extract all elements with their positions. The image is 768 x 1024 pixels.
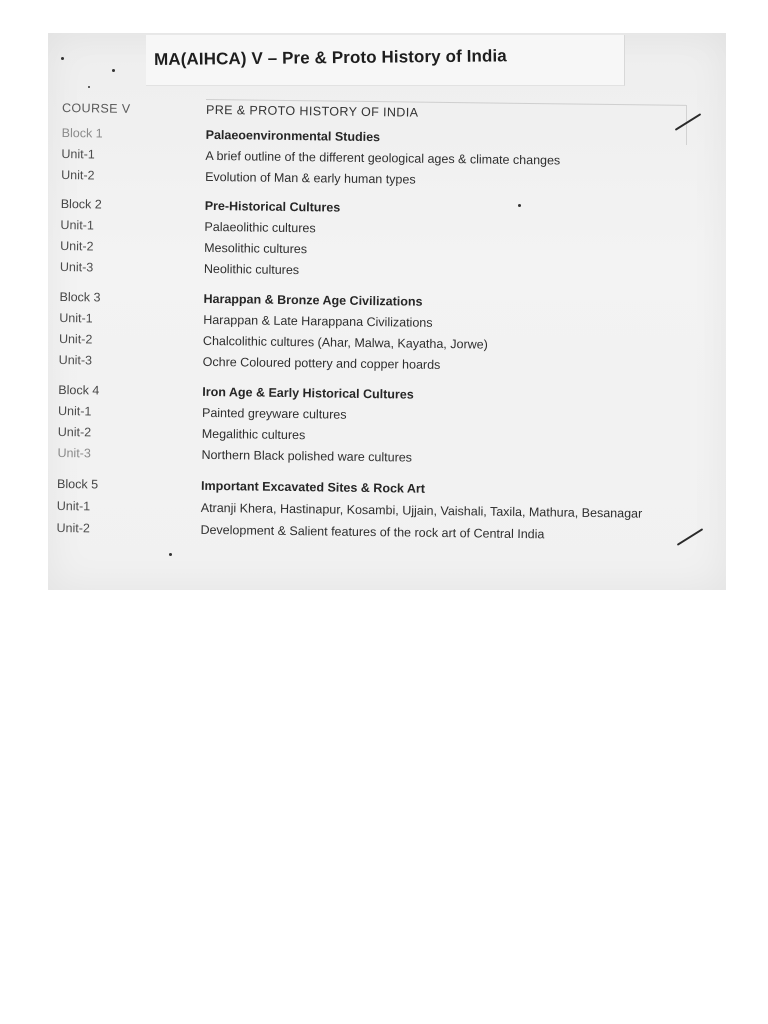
block-label: Block 4 [58, 382, 100, 398]
unit-text: Evolution of Man & early human types [205, 169, 416, 187]
unit-text: Palaeolithic cultures [204, 219, 316, 236]
unit-text: Atranji Khera, Hastinapur, Kosambi, Ujjain, Vaishali, Taxila, Mathura, Besanagar [200, 500, 643, 521]
unit-label: Unit-2 [57, 424, 92, 440]
unit-text: Ochre Coloured pottery and copper hoards [202, 354, 441, 372]
unit-text: Northern Black polished ware cultures [201, 447, 413, 465]
unit-label: Unit-2 [56, 520, 90, 536]
block-title: Palaeoenvironmental Studies [205, 127, 381, 145]
block-title: Harappan & Bronze Age Civilizations [203, 291, 423, 309]
unit-label: Unit-2 [58, 331, 93, 347]
unit-text: Neolithic cultures [203, 261, 300, 278]
block-title: Pre-Historical Cultures [204, 198, 341, 215]
block-title: Iron Age & Early Historical Cultures [202, 384, 414, 402]
unit-label: Unit-1 [60, 217, 94, 233]
unit-label: Unit-1 [59, 310, 93, 326]
block-label: Block 1 [61, 125, 103, 141]
unit-text: Harappan & Late Harappana Civilizations [203, 312, 433, 330]
unit-text: Mesolithic cultures [204, 240, 308, 257]
unit-text: Painted greyware cultures [201, 405, 347, 422]
syllabus-sheet [56, 33, 713, 598]
unit-label: Unit-1 [57, 403, 92, 419]
unit-label: Unit-2 [60, 238, 94, 254]
unit-label: Unit-2 [61, 167, 95, 183]
scanned-page [48, 33, 726, 590]
unit-text: Chalcolithic cultures (Ahar, Malwa, Kayatha, Jorwe) [202, 333, 488, 352]
course-label: COURSE V [61, 100, 131, 116]
unit-label: Unit-3 [59, 259, 94, 275]
unit-label: Unit-3 [58, 352, 93, 368]
page-title: MA(AIHCA) V – Pre & Proto History of India [154, 46, 507, 69]
unit-text: Development & Salient features of the rock art of Central India [200, 522, 545, 542]
block-title: Important Excavated Sites & Rock Art [200, 478, 426, 496]
course-name: PRE & PROTO HISTORY OF INDIA [205, 102, 419, 120]
block-label: Block 5 [57, 476, 99, 492]
unit-text: A brief outline of the different geological ages & climate changes [205, 148, 561, 168]
unit-label: Unit-3 [57, 445, 91, 461]
unit-label: Unit-1 [61, 146, 95, 162]
block-label: Block 2 [60, 196, 102, 212]
block-label: Block 3 [59, 289, 101, 305]
course-row [62, 101, 712, 130]
unit-text: Megalithic cultures [201, 426, 306, 443]
unit-label: Unit-1 [56, 498, 91, 514]
